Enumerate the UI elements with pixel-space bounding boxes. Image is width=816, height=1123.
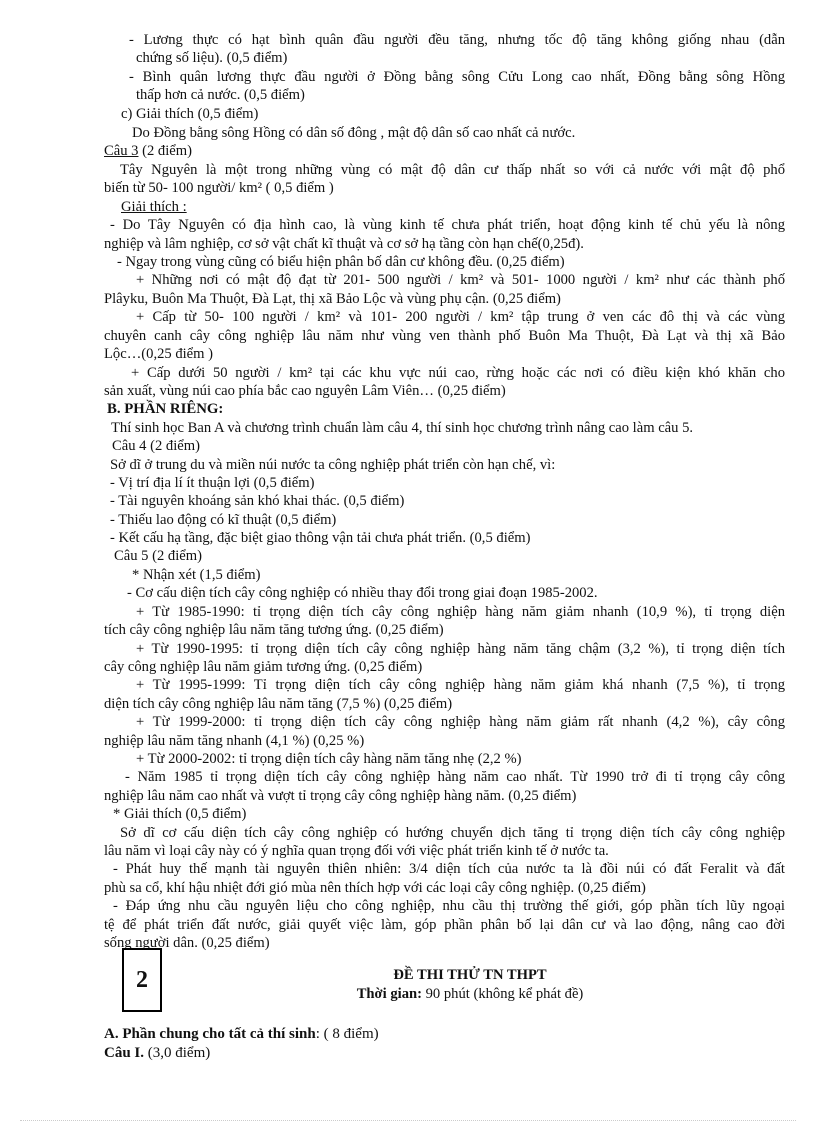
text-line: chứng số liệu). (0,5 điểm) xyxy=(136,50,288,66)
text-line: + Từ 1995-1999: Tỉ trọng diện tích cây công nghiệp hàng năm giảm khá nhanh (7,5 %), tỉ trọng xyxy=(136,677,785,693)
text-line: + Từ 1985-1990: tỉ trọng diện tích cây công nghiệp hàng năm giảm nhanh (10,9 %), tỉ trọng diện xyxy=(136,604,785,620)
text-line: + Những nơi có mật độ đạt từ 201- 500 người / km² và 501- 1000 người / km² như các thành phố xyxy=(136,272,785,288)
text-line: nghiệp lâu năm tăng nhanh (4,1 %) (0,25 %) xyxy=(104,733,365,749)
text-line: + Từ 2000-2002: tỉ trọng diện tích cây hàng năm tăng nhẹ (2,2 %) xyxy=(136,751,522,767)
text-line: - Đáp ứng nhu cầu nguyên liệu cho công nghiệp, nhu cầu thị trường thế giới, góp phần tích lũy ngoại xyxy=(113,898,785,914)
text-line: - Bình quân lương thực đầu người ở Đồng bằng sông Cửu Long cao nhất, Đồng bằng sông Hồng xyxy=(129,69,785,85)
exam-title: ĐỀ THI THỬ TN THPT xyxy=(393,966,547,983)
subheading: * Nhận xét (1,5 điểm) xyxy=(132,567,261,583)
text-line: Lộc…(0,25 điểm ) xyxy=(104,346,214,362)
text-line: sống người dân. (0,25 điểm) xyxy=(104,935,270,951)
question-i-label: Câu I. xyxy=(104,1045,145,1061)
text-line: Sở dĩ cơ cấu diện tích cây công nghiệp có hướng chuyển dịch tăng tỉ trọng diện tích cây công nghiệp xyxy=(120,825,785,841)
exam-number: 2 xyxy=(136,966,148,993)
page-bottom-rule xyxy=(20,1120,796,1122)
text-line: Thí sinh học Ban A và chương trình chuẩn làm câu 4, thí sinh học chương trình nâng cao làm câu 5. xyxy=(111,420,694,436)
text-line: tệ để phát triển đất nước, giải quyết việc làm, góp phần phân bố lại dân cư và lao động, nâng cao đời xyxy=(104,917,785,933)
text-line: Plâyku, Buôn Ma Thuột, Đà Lạt, thị xã Bảo Lộc và vùng phụ cận. (0,25 điểm) xyxy=(104,291,561,307)
text-line: chuyên canh cây công nghiệp lâu năm như vùng ven thành phố Buôn Ma Thuột, Đà Lạt và thị xã Bảo xyxy=(104,328,785,344)
question-heading xyxy=(104,142,192,160)
time-value: 90 phút (không kể phát đề) xyxy=(421,985,584,1002)
time-label: Thời gian: xyxy=(356,985,422,1002)
text-line: c) Giải thích (0,5 điểm) xyxy=(121,106,259,122)
text-line: - Cơ cấu diện tích cây công nghiệp có nhiều thay đổi trong giai đoạn 1985-2002. xyxy=(127,585,598,601)
question-i-heading xyxy=(104,1044,210,1062)
text-line: + Từ 1990-1995: tỉ trọng diện tích cây công nghiệp hàng năm tăng chậm (3,2 %), tỉ trọng diện tích xyxy=(136,641,785,657)
text-line: - Thiếu lao động có kĩ thuật (0,5 điểm) xyxy=(110,512,337,528)
text-line: Do Đồng bằng sông Hồng có dân số đông , mật độ dân số cao nhất cả nước. xyxy=(132,125,576,141)
question-label: Câu 3 xyxy=(104,143,139,159)
part-a-heading xyxy=(104,1025,379,1043)
section-heading: B. PHẦN RIÊNG: xyxy=(107,401,224,417)
question-points: (2 điểm) xyxy=(138,143,192,159)
question-i-points: (3,0 điểm) xyxy=(144,1045,211,1061)
text-line: sản xuất, vùng núi cao phía bắc cao nguyên Lâm Viên… (0,25 điểm) xyxy=(104,383,506,399)
text-line: thấp hơn cả nước. (0,5 điểm) xyxy=(136,87,305,103)
text-line: nghiệp lâu năm cao nhất và vượt tỉ trọng cây công nghiệp hàng năm. (0,25 điểm) xyxy=(104,788,577,804)
text-line: - Tài nguyên khoáng sản khó khai thác. (0,5 điểm) xyxy=(110,493,405,509)
part-a-points: : ( 8 điểm) xyxy=(315,1026,379,1042)
text-line: - Kết cấu hạ tầng, đặc biệt giao thông vận tải chưa phát triển. (0,5 điểm) xyxy=(110,530,531,546)
text-line: - Do Tây Nguyên có địa hình cao, là vùng kinh tế chưa phát triển, hoạt động kinh tế chủ yếu là nông xyxy=(110,217,785,233)
text-line: phù sa cổ, khí hậu nhiệt đới gió mùa nên thích hợp với các loại cây công nghiệp. (0,25 điểm) xyxy=(104,880,646,896)
text-line: + Từ 1999-2000: tỉ trọng diện tích cây công nghiệp hàng năm giảm rất nhanh (4,2 %), cây công xyxy=(136,714,785,730)
text-line: Tây Nguyên là một trong những vùng có mật độ dân cư thấp nhất so với cả nước với mật độ phổ xyxy=(120,162,785,178)
text-line: - Năm 1985 tỉ trọng diện tích cây công nghiệp hàng năm cao nhất. Từ 1990 trở đi tỉ trọng cây công xyxy=(125,769,785,785)
text-line: diện tích cây công nghiệp lâu năm tăng (7,5 %) (0,25 điểm) xyxy=(104,696,453,712)
text-line: cây công nghiệp lâu năm giảm tương ứng. (0,25 điểm) xyxy=(104,659,423,675)
question-heading: Câu 5 (2 điểm) xyxy=(114,548,202,564)
text-line: - Lương thực có hạt bình quân đầu người đều tăng, nhưng tốc độ tăng không giống nhau (dẫn xyxy=(129,32,785,48)
part-a-label: A. Phần chung cho tất cả thí sinh xyxy=(104,1026,316,1042)
exam-number-box xyxy=(122,948,162,1012)
text-line: - Ngay trong vùng cũng có biểu hiện phân bố dân cư không đều. (0,25 điểm) xyxy=(117,254,565,270)
text-line: - Vị trí địa lí ít thuận lợi (0,5 điểm) xyxy=(110,475,315,491)
text-line: Sở dĩ ở trung du và miền núi nước ta công nghiệp phát triển còn hạn chế, vì: xyxy=(110,457,556,473)
text-line: nghiệp và lâm nghiệp, cơ sở vật chất kĩ thuật và cơ sở hạ tầng còn hạn chế(0,25đ). xyxy=(104,236,584,252)
subheading: Giải thích : xyxy=(121,199,187,215)
exam-time xyxy=(260,984,680,1004)
text-line: - Phát huy thế mạnh tài nguyên thiên nhiên: 3/4 diện tích của nước ta là đồi núi có đất Feralit và đất xyxy=(113,861,785,877)
text-line: + Cấp dưới 50 người / km² tại các khu vực núi cao, rừng hoặc các nơi có điều kiện khó khăn cho xyxy=(131,365,785,381)
text-line: + Cấp từ 50- 100 người / km² và 101- 200 người / km² tập trung ở ven các đô thị và các vùng xyxy=(136,309,785,325)
question-heading: Câu 4 (2 điểm) xyxy=(112,438,200,454)
text-line: lâu năm vì loại cây này có ý nghĩa quan trọng đối với việc phát triển kinh tế ở nước ta. xyxy=(104,843,609,859)
text-line: biến từ 50- 100 người/ km² ( 0,5 điểm ) xyxy=(104,180,334,196)
subheading: * Giải thích (0,5 điểm) xyxy=(113,806,247,822)
text-line: tích cây công nghiệp lâu năm tăng tương ứng. (0,25 điểm) xyxy=(104,622,444,638)
